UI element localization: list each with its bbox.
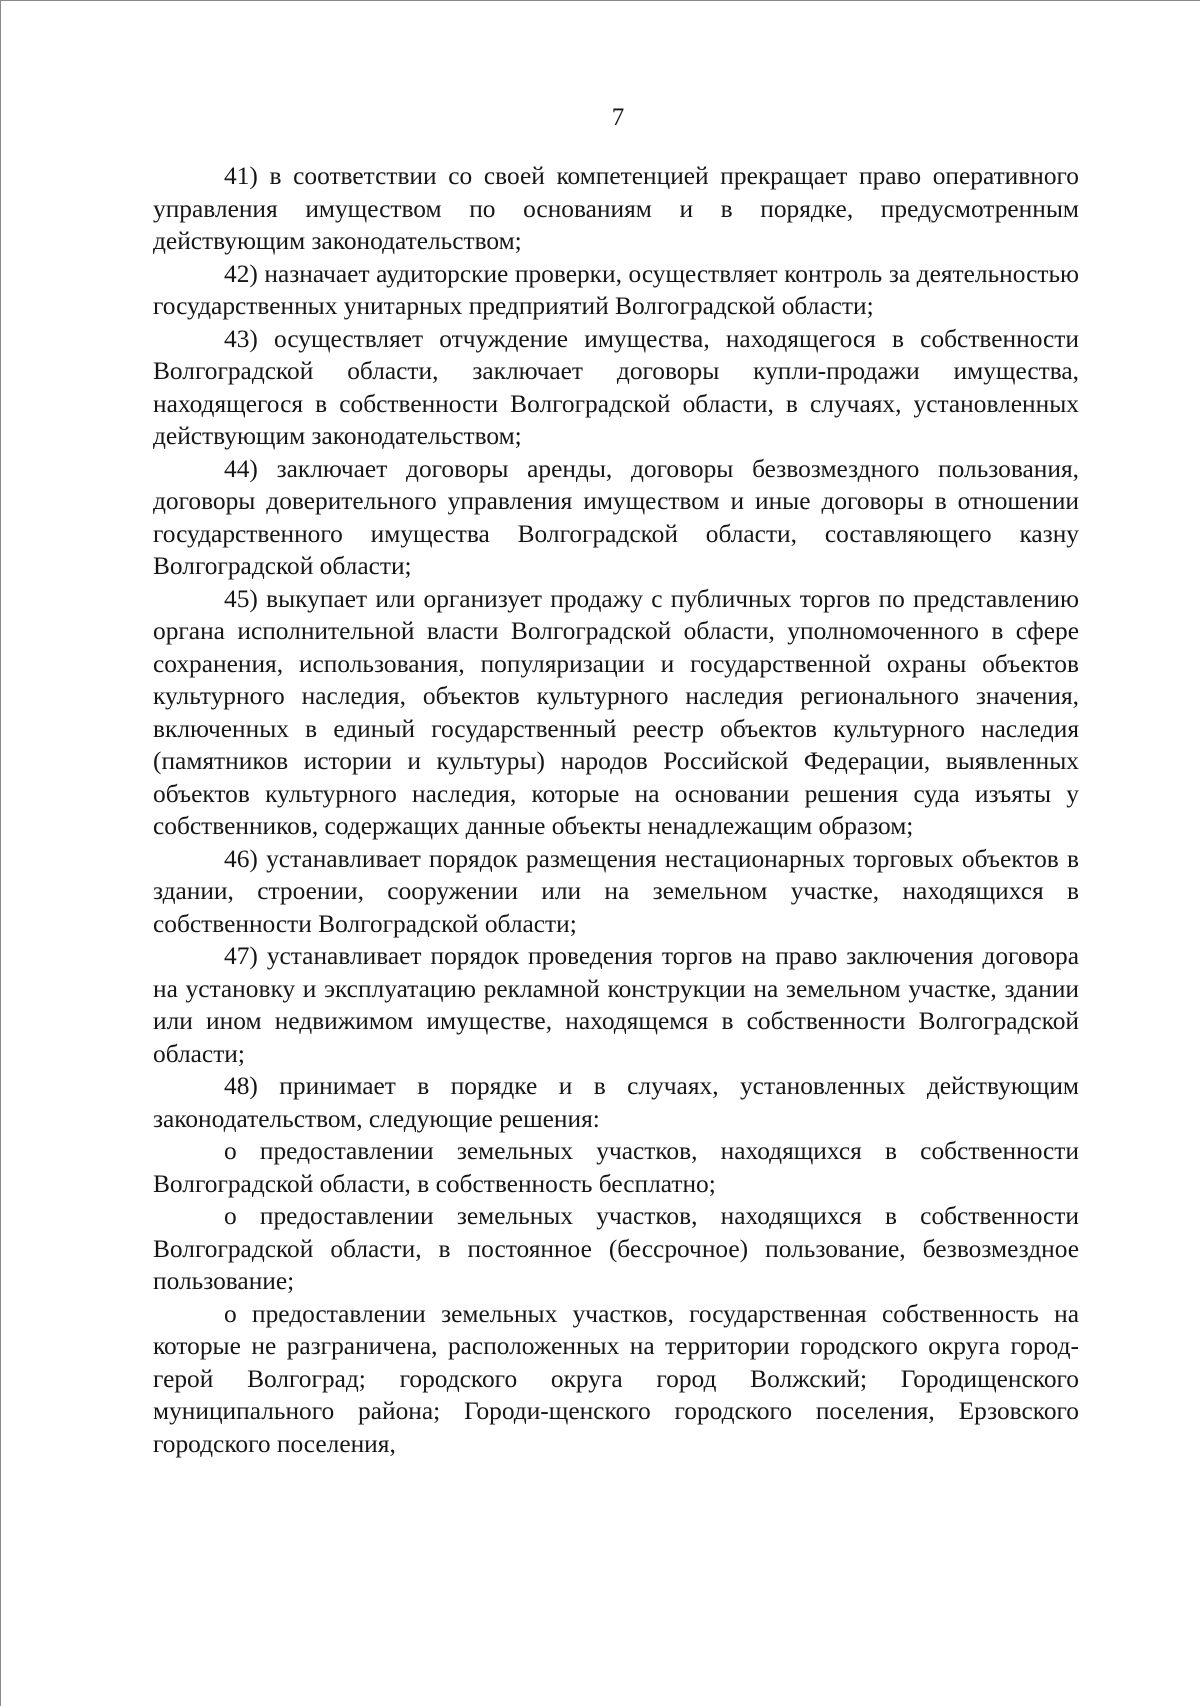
paragraph-48-item-3: о предоставлении земельных участков, государственная собственность на которые не разграничена, расположенных на территории городского округа город-герой Волгоград; городского округа город Волжский; Городищенского муниципального района; Городи-щенского городского поселения, Ерзовского городского поселения, [153,1299,1079,1458]
document-body [153,160,1079,1460]
paragraph-44: 44) заключает договоры аренды, договоры безвозмездного пользования, договоры доверительного управления имуществом и иные договоры в отношении государственного имущества Волгоградской области, составляющего казну Волгоградской области; [153,454,1079,580]
paragraph-45: 45) выкупает или организует продажу с публичных торгов по представлению органа исполнительной власти Волгоградской области, уполномоченного в сфере сохранения, использования, популяризации и государственной охраны объектов культурного наследия, объектов культурного наследия регионального значения, включенных в единый государственный реестр объектов культурного наследия (памятников истории и культуры) народов Российской Федерации, выявленных объектов культурного наследия, которые на основании решения суда изъяты у собственников, содержащих данные объекты ненадлежащим образом; [153,584,1079,840]
page-number: 7 [611,104,625,131]
paragraph-42: 42) назначает аудиторские проверки, осуществляет контроль за деятельностью государственных унитарных предприятий Волгоградской области; [153,259,1079,320]
scan-border-left [0,0,1,1706]
paragraph-41: 41) в соответствии со своей компетенцией прекращает право оперативного управления имуществом по основаниям и в порядке, предусмотренным действующим законодательством; [153,162,1079,255]
paragraph-46: 46) устанавливает порядок размещения нестационарных торговых объектов в здании, строении, сооружении или на земельном участке, находящихся в собственности Волгоградской области; [153,844,1079,938]
paragraph-48-item-2: о предоставлении земельных участков, находящихся в собственности Волгоградской области, в постоянное (бессрочное) пользование, безвозмездное пользование; [153,1202,1079,1295]
scan-border-top [0,0,1200,1]
paragraph-43: 43) осуществляет отчуждение имущества, находящегося в собственности Волгоградской области, заключает договоры купли-продажи имущества, находящегося в собственности Волгоградской области, в случаях, установленных действующим законодательством; [153,324,1079,450]
paragraph-48: 48) принимает в порядке и в случаях, установленных действующим законодательством, следующие решения: [153,1072,1079,1133]
paragraph-48-item-1: о предоставлении земельных участков, находящихся в собственности Волгоградской области, в собственность бесплатно; [153,1137,1079,1198]
paragraph-47: 47) устанавливает порядок проведения торгов на право заключения договора на установку и эксплуатацию рекламной конструкции на земельном участке, здании или ином недвижимом имуществе, находящемся в собственности Волгоградской области; [153,942,1079,1068]
